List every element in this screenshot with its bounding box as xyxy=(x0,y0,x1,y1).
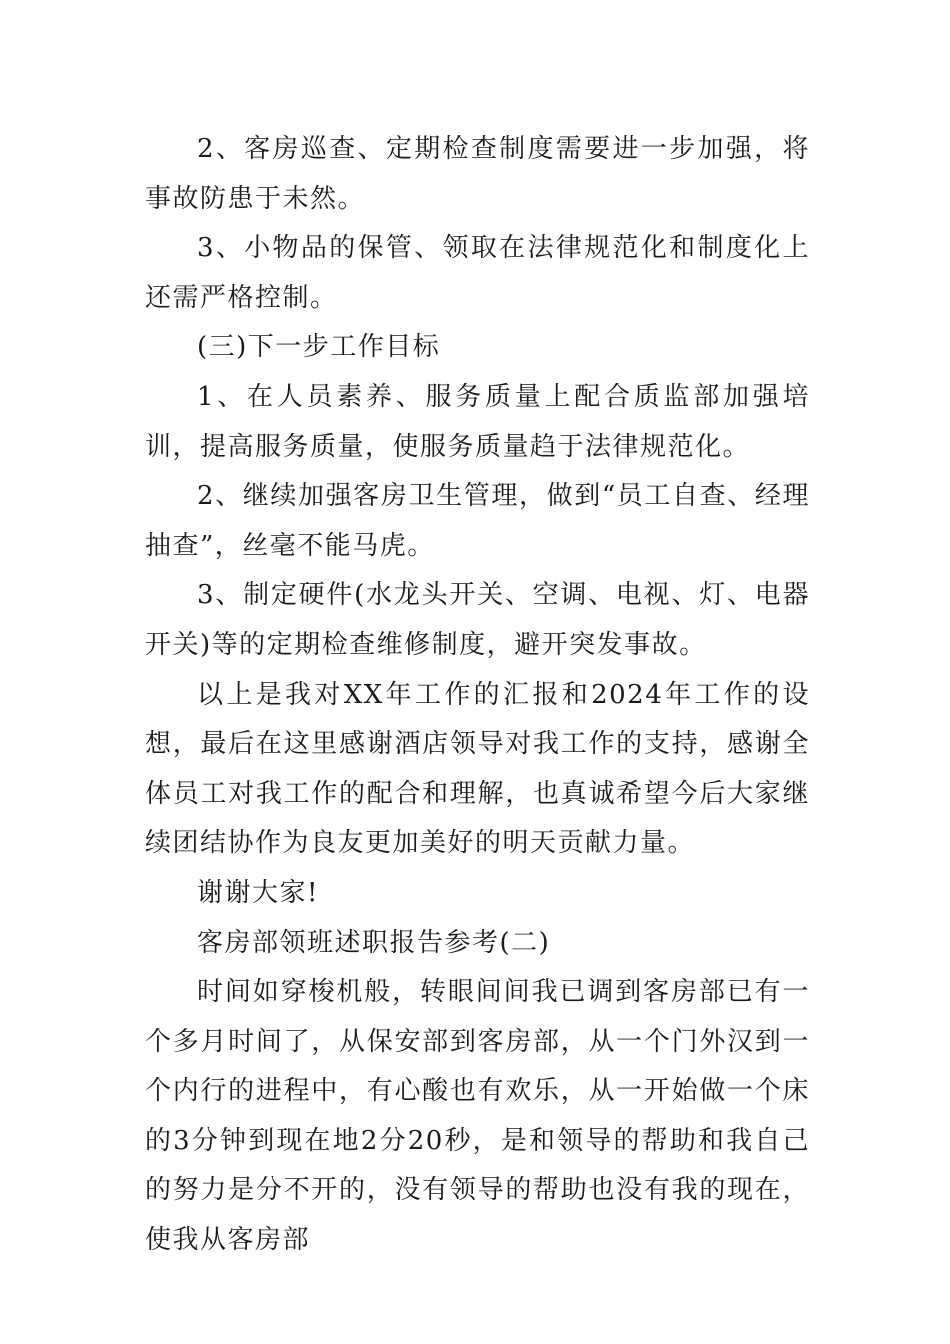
section-heading-next-goals: (三)下一步工作目标 xyxy=(197,332,441,363)
paragraph-time-flies: 时间如穿梭机般，转眼间间我已调到客房部已有一个多月时间了，从保安部到客房部，从一个门外汉到一个内行的进程中，有心酸也有欢乐，从一开始做一个床的3分钟到现在地2分20秒，是和领导的帮助和我自己的努力是分不开的，没有领导的帮助也没有我的现在，使我从客房部 xyxy=(145,977,810,1256)
paragraph-maintenance-goal: 3、制定硬件(水龙头开关、空调、电视、灯、电器开关)等的定期检查维修制度，避开突发事故。 xyxy=(145,580,810,660)
paragraph-hygiene-goal: 2、继续加强客房卫生管理，做到“员工自查、经理抽查”，丝毫不能马虎。 xyxy=(145,481,810,561)
paragraph-closing-thanks: 以上是我对XX年工作的汇报和2024年工作的设想，最后在这里感谢酒店领导对我工作的支持，感谢全体员工对我工作的配合和理解，也真诚希望今后大家继续团结协作为良友更加美好的明天贡献力量。 xyxy=(145,679,810,859)
paragraph-small-items-control: 3、小物品的保管、领取在法律规范化和制度化上还需严格控制。 xyxy=(145,233,810,313)
document-body xyxy=(145,125,810,1266)
paragraph-training-goal: 1、在人员素养、服务质量上配合质监部加强培训，提高服务质量，使服务质量趋于法律规范化。 xyxy=(145,381,810,462)
report-title-part-two: 客房部领班述职报告参考(二) xyxy=(197,927,551,958)
paragraph-inspection-system: 2、客房巡查、定期检查制度需要进一步加强，将事故防患于未然。 xyxy=(145,134,810,214)
paragraph-thank-you: 谢谢大家! xyxy=(197,877,319,908)
